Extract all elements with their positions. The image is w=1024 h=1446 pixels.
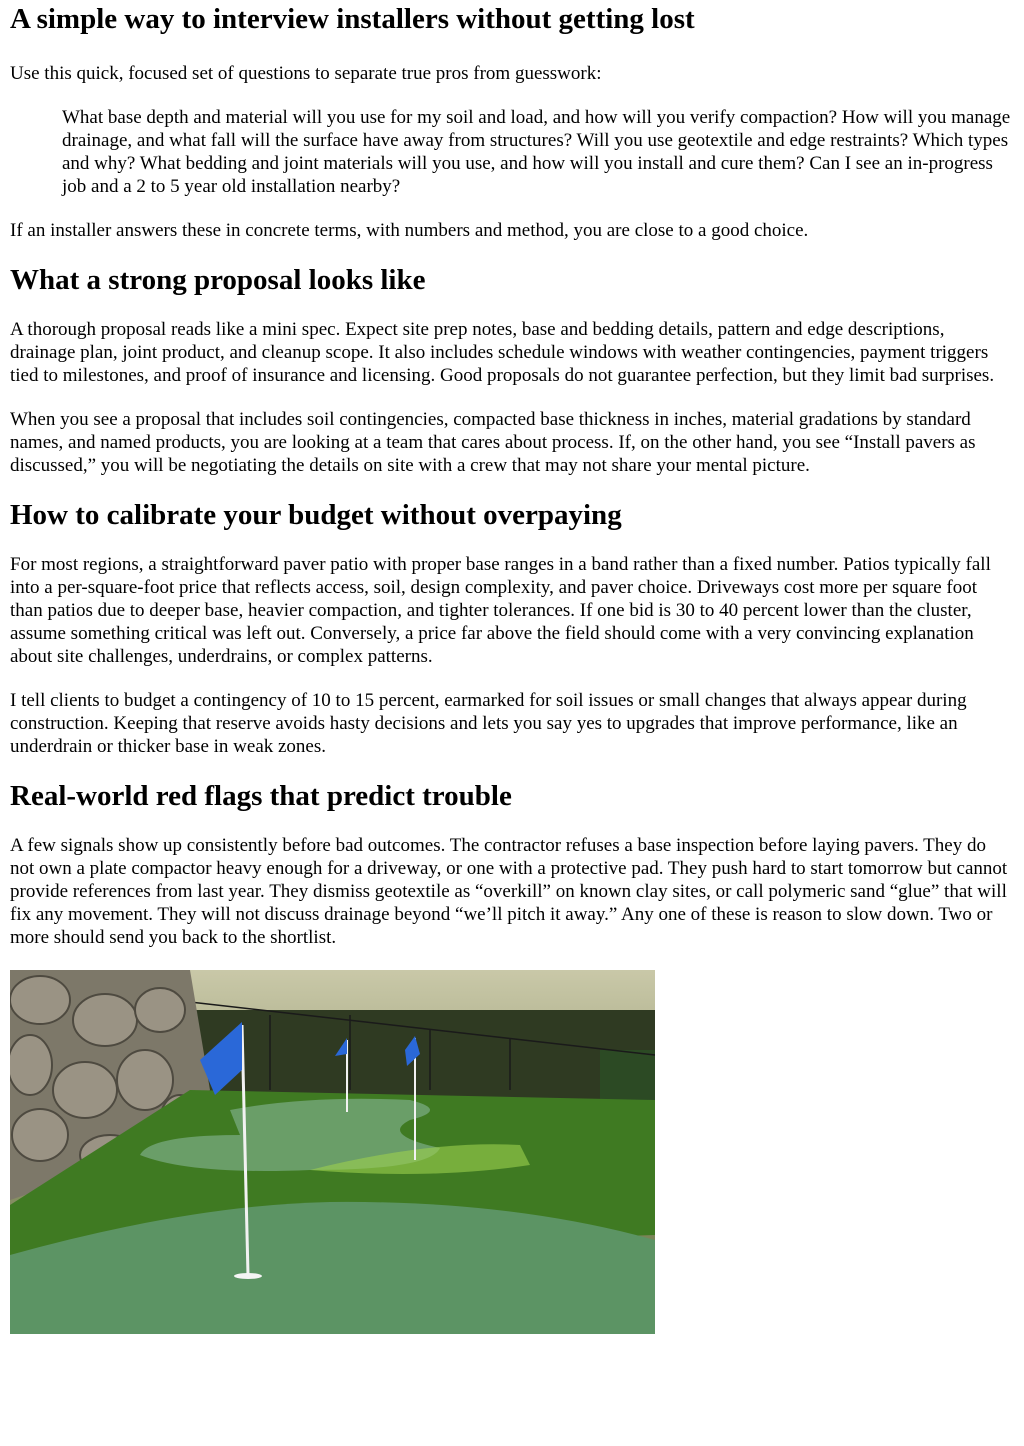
paragraph: A few signals show up consistently before bad outcomes. The contractor refuses a base inspection before laying pavers. They do not own a plate compactor heavy enough for a driveway, or one with a protective pad. They push hard to start tomorrow but cannot provide references from last year. They dismiss geotextile as “overkill” on known clay sites, or call polymeric sand “glue” that will fix any movement. They will not discuss drainage beyond “we’ll pitch it away.” Any one of these is reason to slow down. Two or more should send you back to the shortlist. <box>10 835 1008 948</box>
paragraph: When you see a proposal that includes soil contingencies, compacted base thickness in inches, material gradations by standard names, and named products, you are looking at a team that cares about process. If, on the other hand, you see “Install pavers as discussed,” you will be negotiating the details on site with a crew that may not share your mental picture. <box>10 409 976 476</box>
paragraph: I tell clients to budget a contingency of 10 to 15 percent, earmarked for soil issues or small changes that always appear during construction. Keeping that reserve avoids hasty decisions and lets you say yes to upgrades that improve performance, like an underdrain or thicker base in weak zones. <box>10 690 967 757</box>
putting-green-photo <box>10 970 655 1334</box>
heading-interview: A simple way to interview installers without getting lost <box>10 3 695 35</box>
paragraph: A thorough proposal reads like a mini spec. Expect site prep notes, base and bedding details, pattern and edge descriptions, drainage plan, joint product, and cleanup scope. It also includes schedule windows with weather contingencies, payment triggers tied to milestones, and proof of insurance and licensing. Good proposals do not guarantee perfection, but they limit bad surprises. <box>10 319 995 386</box>
intro-paragraph: Use this quick, focused set of questions to separate true pros from guesswork: <box>10 63 602 84</box>
outro-paragraph: If an installer answers these in concrete terms, with numbers and method, you are close to a good choice. <box>10 220 809 241</box>
heading-red-flags: Real-world red flags that predict trouble <box>10 780 512 812</box>
questions-blockquote: What base depth and material will you use for my soil and load, and how will you verify compaction? How will you manage drainage, and what fall will the surface have away from structures? Will you use geotextile and edge restraints? Which types and why? What bedding and joint materials will you use, and how will you install and cure them? Can I see an in-progress job and a 2 to 5 year old installation nearby? <box>62 107 1011 197</box>
heading-proposal: What a strong proposal looks like <box>10 264 426 296</box>
paragraph: For most regions, a straightforward paver patio with proper base ranges in a band rather than a fixed number. Patios typically fall into a per-square-foot price that reflects access, soil, design complexity, and paver choice. Driveways cost more per square foot than patios due to deeper base, heavier compaction, and tighter tolerances. If one bid is 30 to 40 percent lower than the cluster, assume something critical was left out. Conversely, a price far above the field should come with a very convincing explanation about site challenges, underdrains, or complex patterns. <box>10 554 991 667</box>
heading-budget: How to calibrate your budget without overpaying <box>10 499 622 531</box>
article <box>0 2 1024 1334</box>
